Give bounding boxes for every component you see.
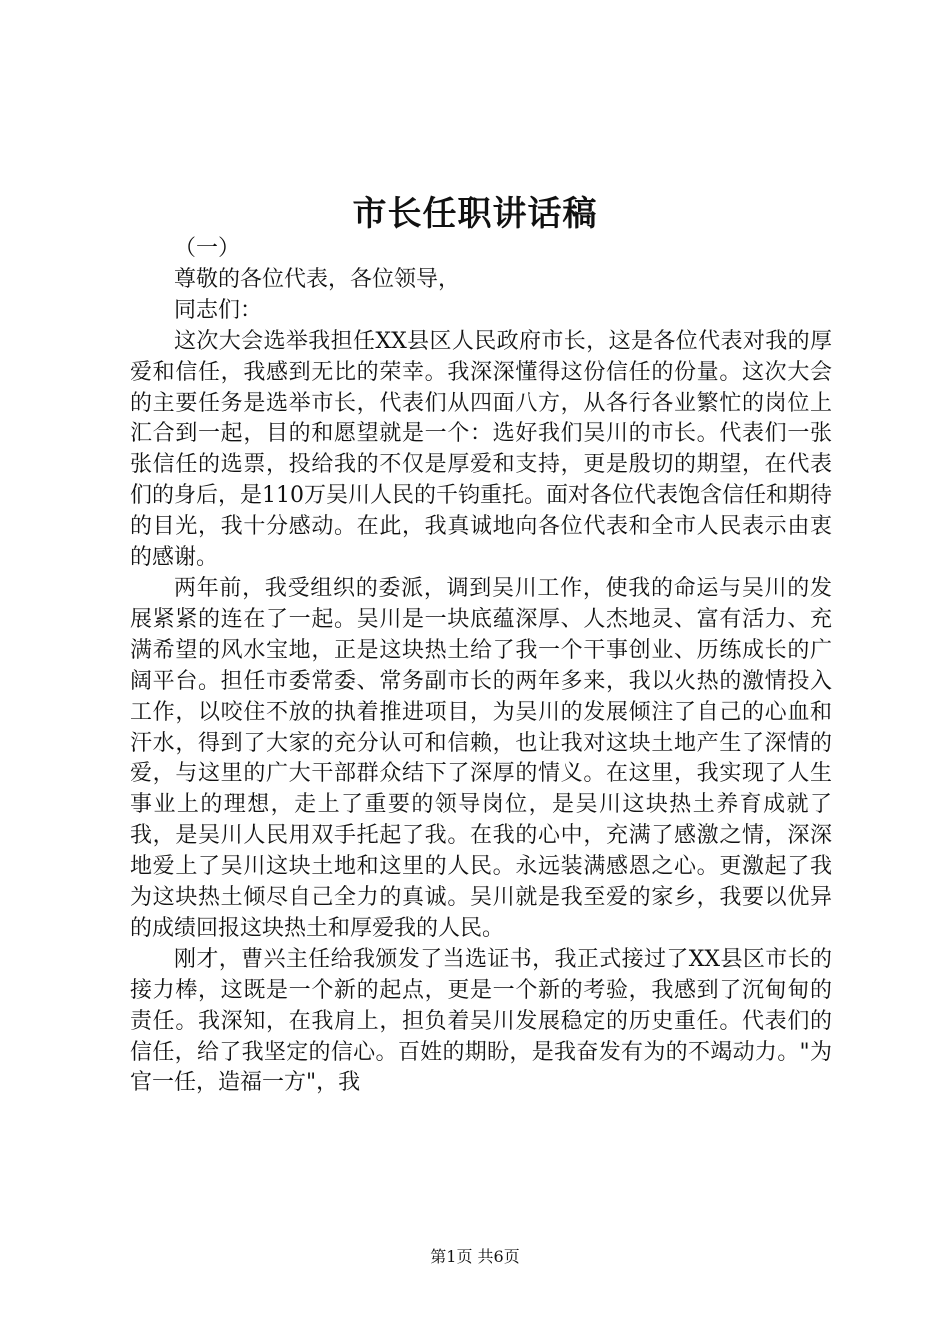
document-body [130,234,832,1099]
section-marker: （一） [174,236,241,261]
body-paragraph: 两年前，我受组织的委派，调到吴川工作，使我的命运与吴川的发展紧紧的连在了一起。吴川是一块底蕴深厚、人杰地灵、富有活力、充满希望的风水宝地，正是这块热土给了我一个干事创业、历练成长的广阔平台。担任市委常委、常务副市长的两年多来，我以火热的激情投入工作，以咬住不放的执着推进项目，为吴川的发展倾注了自己的心血和汗水，得到了大家的充分认可和信赖，也让我对这块土地产生了深情的爱，与这里的广大干部群众结下了深厚的情义。在这里，我实现了人生事业上的理想，走上了重要的领导岗位，是吴川这块热土养育成就了我，是吴川人民用双手托起了我。在我的心中，充满了感激之情，深深地爱上了吴川这块土地和这里的人民。永远装满感恩之心。更激起了我为这块热土倾尽自己全力的真诚。吴川就是我至爱的家乡，我要以优异的成绩回报这块热土和厚爱我的人民。 [130,575,832,941]
salutation-line: 尊敬的各位代表，各位领导， [174,266,461,292]
document-title: 市长任职讲话稿 [352,194,598,234]
body-paragraph: 刚才，曹兴主任给我颁发了当选证书，我正式接过了XX县区市长的接力棒，这既是一个新的起点，更是一个新的考验，我感到了沉甸甸的责任。我深知，在我肩上，担负着吴川发展稳定的历史重任。代表们的信任，给了我坚定的信心。百姓的期盼，是我奋发有为的不竭动力。"为官一任，造福一方"，我 [130,946,832,1096]
body-paragraph: 这次大会选举我担任XX县区人民政府市长，这是各位代表对我的厚爱和信任，我感到无比的荣幸。我深深懂得这份信任的份量。这次大会的主要任务是选举市长，代表们从四面八方，从各行各业繁忙的岗位上汇合到一起，目的和愿望就是一个：选好我们吴川的市长。代表们一张张信任的选票，投给我的不仅是厚爱和支持，更是殷切的期望，在代表们的身后，是110万吴川人民的千钧重托。面对各位代表饱含信任和期待的目光，我十分感动。在此，我真诚地向各位代表和全市人民表示由衷的感谢。 [130,328,832,571]
page-footer: 第1页 共6页 [430,1247,520,1266]
salutation-line: 同志们： [174,297,263,323]
